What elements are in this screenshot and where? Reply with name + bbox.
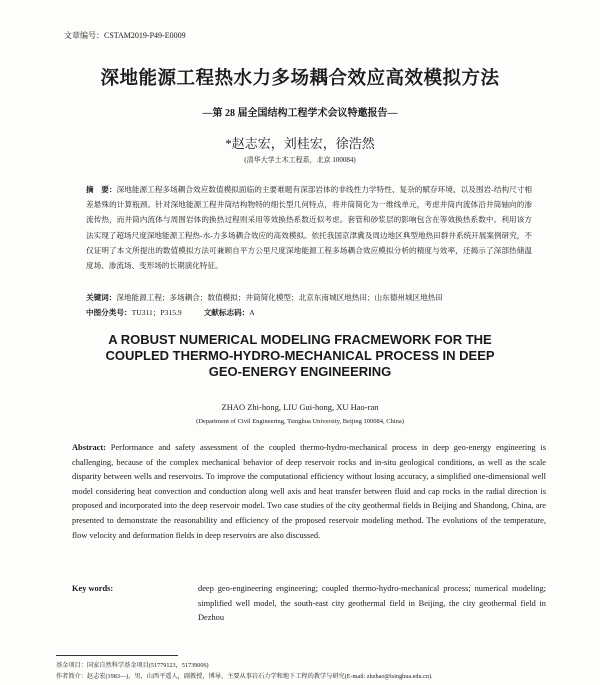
footnote-author-bio: 作者简介：赵志宏(1983—)，男，山西平遥人，副教授，博导，主要从事岩石力学和地下工程的教学与研究(E-mail: zhzhao@tsinghua.edu.cn). bbox=[56, 673, 433, 680]
keywords-chinese-text: 深地能源工程；多场耦合；数值模拟；井筒简化模型；北京东南城区地热田；山东德州城区地热田 bbox=[116, 293, 443, 302]
abstract-chinese-text: 深地能源工程多场耦合效应数值模拟面临的主要难题有深部岩体的非线性力学特性、复杂的赋存环境、以及围岩-结构尺寸相差悬殊的计算瓶颈。针对深地能源工程井筒结构物特的细长型几何特点，将井筒简化为一维线单元，考虑井筒内流体沿井筒轴向的渗流传热，而井筒内流体与周围岩体的换热过程则采用等效换热系数近似考虑。套管和砂浆层的影响包含在等效换热系数中。利用该方法实现了超场尺度深地能源工程热-水-力多场耦合效应的高效模拟。依托我国京津冀及周边地区典型地热田群井系统开展案例研究，不仅证明了本文所提出的数值模拟方法可兼顾自平方公里尺度深地能源工程多场耦合效应模拟分析的精度与效率，还揭示了深部热储温度场、渗流场、变形场的长期演化特征。 bbox=[86, 185, 533, 271]
keywords-chinese-label: 关键词： bbox=[86, 293, 117, 302]
keywords-english-label: Key words: bbox=[72, 584, 114, 593]
abstract-english-text: Performance and safety assessment of the coupled thermo-hydro-mechanical process in deep geo-energy engineering is challenging, because of the complex mechanical behavior of deep reservoir rocks and in-situ geological conditions, as well as the scale disparity between wells and reservoirs. To improve the computational efficiency without losing accuracy, a simplified one-dimensional well model considering heat convection and conduction along well axis and heat transfer between fluid and cap rocks in the radial direction is proposed and incorporated into the deep reservoir model. Two case studies of the city geothermal fields in Beijing and Shandong, China, are presented to demonstrate the reasonability and efficiency of the proposed reservoir modeling method. The evolutions of the temperature, flow velocity and deformation fields in deep reservoirs are also discussed. bbox=[72, 443, 547, 540]
subtitle-chinese: —第 28 届全国结构工程学术会议特邀报告— bbox=[202, 108, 398, 119]
abstract-english-label: Abstract: bbox=[72, 443, 106, 452]
title-english-line-1: A ROBUST NUMERICAL MODELING FRACMEWORK FOR THE bbox=[108, 332, 492, 347]
authors-chinese: *赵志宏，刘桂宏，徐浩然 bbox=[225, 136, 375, 151]
keywords-english bbox=[72, 582, 546, 626]
document-code-label: 文献标志码： bbox=[203, 308, 250, 317]
abstract-chinese bbox=[86, 182, 532, 273]
abstract-chinese-label: 摘 要： bbox=[86, 185, 117, 194]
title-english bbox=[0, 332, 600, 380]
affiliation-english: (Department of Civil Engineering, Tsinghua University, Beijing 100084, China) bbox=[196, 418, 404, 425]
classification-chinese bbox=[86, 306, 532, 320]
title-english-line-3: GEO-ENERGY ENGINEERING bbox=[208, 364, 392, 379]
title-english-line-2: COUPLED THERMO-HYDRO-MECHANICAL PROCESS IN DEEP bbox=[105, 348, 495, 363]
abstract-english bbox=[72, 441, 546, 543]
keywords-english-text: deep geo-engineering engineering; coupled thermo-hydro-mechanical process; numerical modeling; simplified well model, the south-east city geothermal field in Beijing, the city geothermal field in Dezhou bbox=[198, 584, 546, 623]
classification-value: TU311；P315.9 bbox=[131, 308, 182, 317]
document-code-value: A bbox=[249, 308, 255, 317]
authors-english: ZHAO Zhi-hong, LIU Gui-hong, XU Hao-ran bbox=[221, 402, 379, 412]
document-number: 文章编号：CSTAM2019-P49-E0009 bbox=[64, 31, 186, 40]
footnote-funding: 基金项目：国家自然科学基金项目(51779123，51739006) bbox=[56, 662, 209, 669]
classification-label: 中图分类号： bbox=[86, 308, 132, 317]
footnote-divider bbox=[56, 655, 178, 656]
keywords-chinese bbox=[86, 291, 532, 305]
title-chinese: 深地能源工程热水力多场耦合效应高效模拟方法 bbox=[100, 68, 500, 89]
affiliation-chinese: (清华大学土木工程系，北京 100084) bbox=[244, 156, 356, 164]
